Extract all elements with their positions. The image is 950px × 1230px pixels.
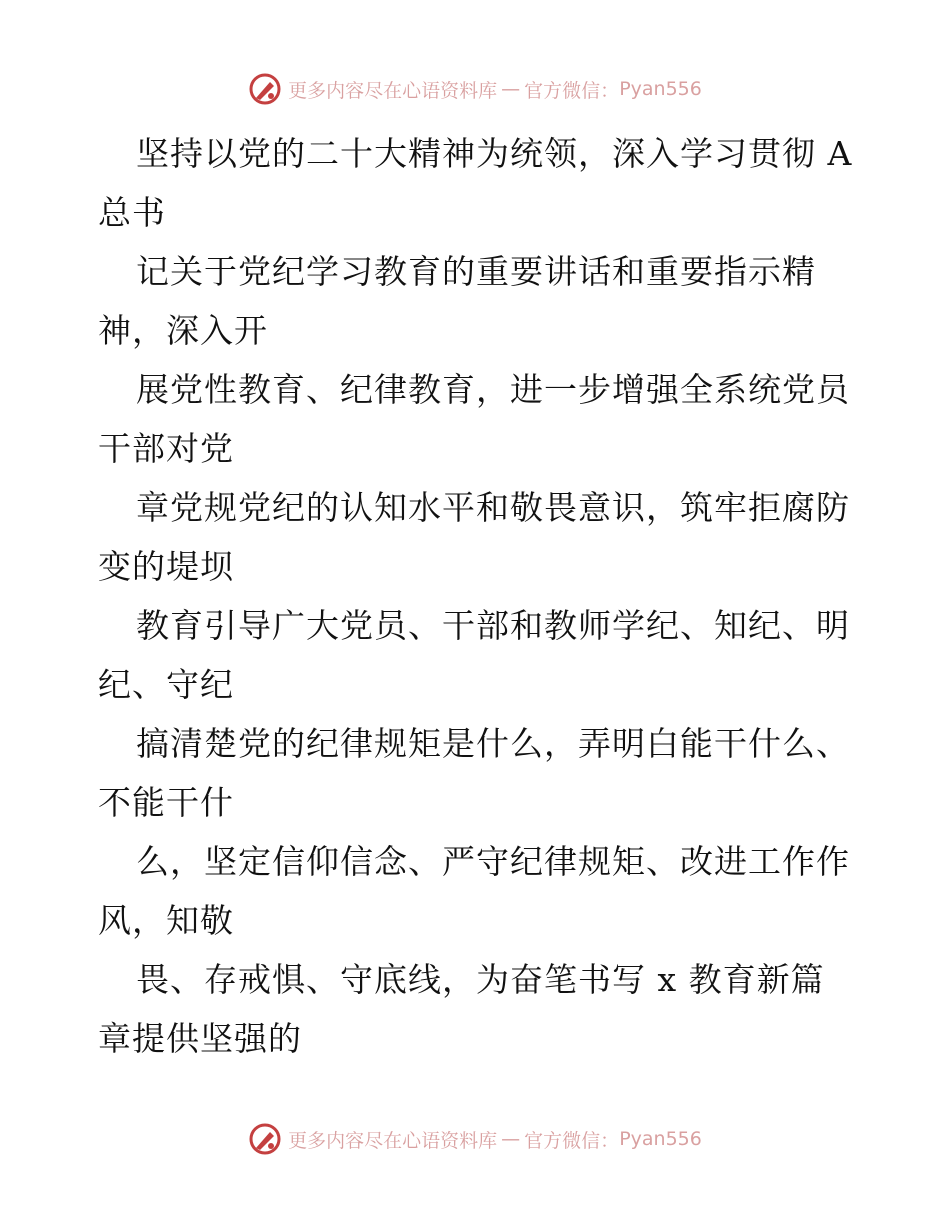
watermark-separator: —: [501, 78, 521, 100]
pen-logo-icon: [248, 72, 282, 106]
watermark-wechat-id: Pyan556: [619, 78, 702, 100]
text-line: 干部对党: [98, 429, 234, 468]
text-line: 神，深入开: [98, 311, 268, 350]
text-line: 不能干什: [98, 783, 234, 822]
watermark-wechat-label: 官方微信：: [524, 1129, 620, 1152]
text-line: 记关于党纪学习教育的重要讲话和重要指示精: [136, 252, 816, 291]
text-line: 畏、存戒惧、守底线，为奋笔书写 x 教育新篇: [136, 960, 825, 999]
text-line: 么，坚定信仰信念、严守纪律规矩、改进工作作: [136, 842, 850, 881]
text-line: 展党性教育、纪律教育，进一步增强全系统党员: [136, 370, 850, 409]
header-watermark: [0, 72, 950, 106]
watermark-site: 更多内容尽在心语资料库: [288, 79, 498, 102]
text-line: 章党规党纪的认知水平和敬畏意识，筑牢拒腐防: [136, 488, 850, 527]
document-body: [98, 124, 858, 1068]
watermark-wechat-id: Pyan556: [619, 1128, 702, 1150]
watermark-wechat-label: 官方微信：: [524, 79, 620, 102]
watermark-site: 更多内容尽在心语资料库: [288, 1129, 498, 1152]
watermark-separator: —: [501, 1128, 521, 1150]
text-line: 纪、守纪: [98, 665, 234, 704]
footer-watermark: [0, 1122, 950, 1156]
text-line: 变的堤坝: [98, 547, 234, 586]
text-line: 坚持以党的二十大精神为统领，深入学习贯彻 A: [136, 134, 853, 173]
text-line: 章提供坚强的: [98, 1019, 302, 1058]
text-line: 搞清楚党的纪律规矩是什么，弄明白能干什么、: [136, 724, 850, 763]
pen-logo-icon: [248, 1122, 282, 1156]
text-line: 教育引导广大党员、干部和教师学纪、知纪、明: [136, 606, 850, 645]
text-line: 风，知敬: [98, 901, 234, 940]
text-line: 总书: [98, 193, 166, 232]
